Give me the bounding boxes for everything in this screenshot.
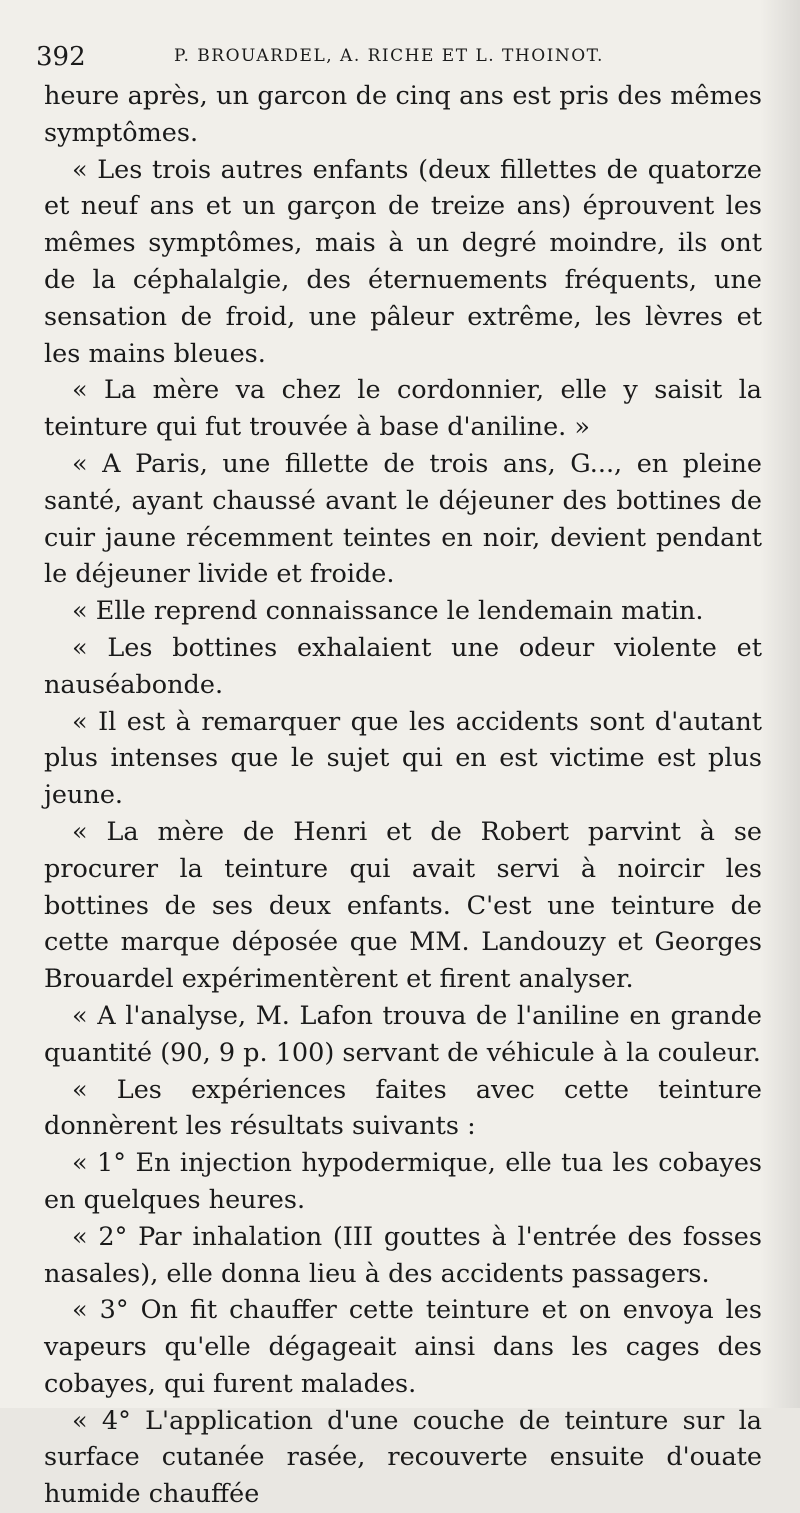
paragraph: « 3° On fit chauffer cette teinture et on envoya les vapeurs qu'elle dégageait ainsi dans les cages des cobayes, qui furent malades. <box>44 1295 762 1399</box>
paragraph: « Les bottines exhalaient une odeur violente et nauséabonde. <box>44 632 762 700</box>
paragraph: heure après, un garcon de cinq ans est pris des mêmes symptômes. <box>44 81 762 148</box>
paragraph: « Les trois autres enfants (deux fillettes de quatorze et neuf ans et un garçon de treize ans) éprouvent les mêmes symptômes, mais à un degré moindre, ils ont de la céphalalgie, des éternuements fréquents, une sensation de froid, une pâleur extrême, les lèvres et les mains bleues. <box>44 154 762 369</box>
paragraph: « Les expériences faites avec cette teinture donnèrent les résultats suivants : <box>44 1074 762 1142</box>
paragraph: « 2° Par inhalation (III gouttes à l'entrée des fosses nasales), elle donna lieu à des accidents passagers. <box>44 1221 762 1289</box>
running-head: P. BROUARDEL, A. RICHE ET L. THOINOT. <box>174 46 604 66</box>
body-text <box>44 78 762 1513</box>
paragraph: « 1° En injection hypodermique, elle tua les cobayes en quelques heures. <box>44 1148 762 1215</box>
paragraph: « 4° L'application d'une couche de teinture sur la surface cutanée rasée, recouverte ensuite d'ouate humide chauffée <box>44 1405 762 1510</box>
page-header <box>36 42 766 76</box>
paragraph: « Elle reprend connaissance le lendemain matin. <box>72 596 704 627</box>
paragraph: « La mère va chez le cordonnier, elle y saisit la teinture qui fut trouvée à base d'aniline. » <box>44 375 762 443</box>
paragraph: « A Paris, une fillette de trois ans, G..., en pleine santé, ayant chaussé avant le déjeuner des bottines de cuir jaune récemment teintes en noir, devient pendant le déjeuner livide et froide. <box>44 448 762 590</box>
page-number: 392 <box>36 42 86 72</box>
paragraph: « A l'analyse, M. Lafon trouva de l'aniline en grande quantité (90, 9 p. 100) servant de véhicule à la couleur. <box>44 1000 762 1068</box>
paragraph: « La mère de Henri et de Robert parvint à se procurer la teinture qui avait servi à noircir les bottines de ses deux enfants. C'est une teinture de cette marque déposée que MM. Landouzy et Georges Brouardel expérimentèrent et firent analyser. <box>44 816 762 995</box>
paragraph: « Il est à remarquer que les accidents sont d'autant plus intenses que le sujet qui en est victime est plus jeune. <box>44 706 762 811</box>
